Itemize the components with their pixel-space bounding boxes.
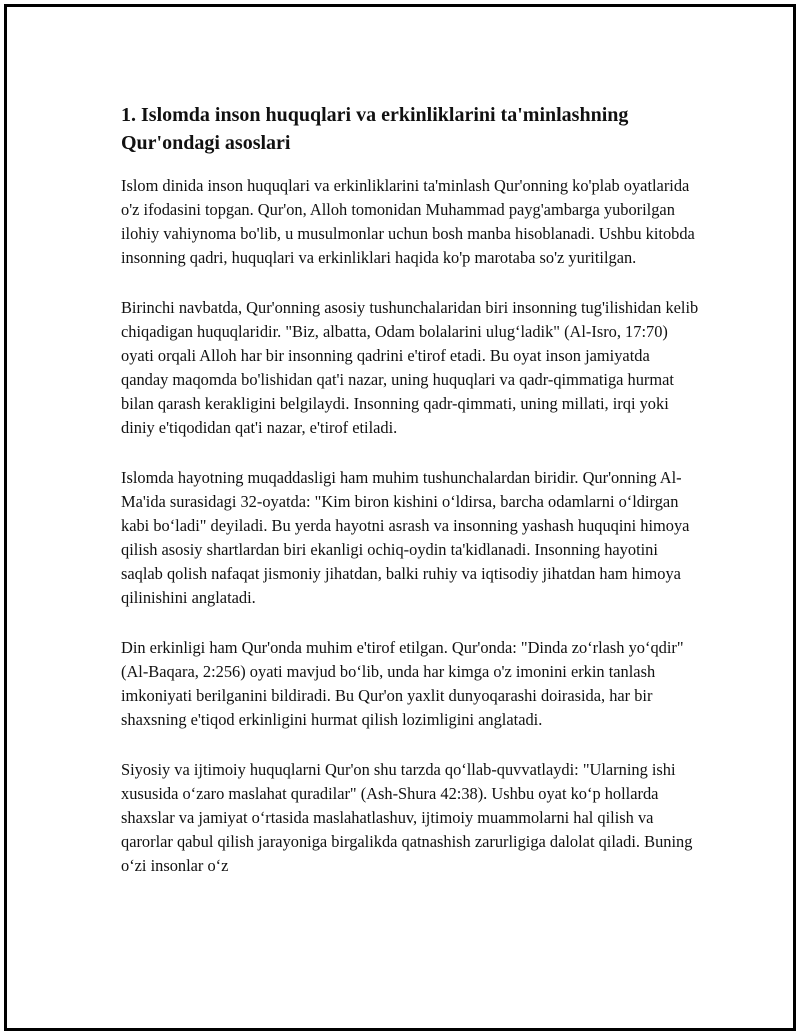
document-body bbox=[121, 101, 701, 904]
paragraph-human-dignity: Birinchi navbatda, Qur'onning asosiy tushunchalaridan biri insonning tug'ilishidan kelib chiqadigan huquqlaridir. "Biz, albatta, Odam bolalarini ulug‘ladik" (Al-Isro, 17:70) oyati orqali Alloh har bir insonning qadrini e'tirof etadi. Bu oyat inson jamiyatda qanday maqomda bo'lishidan qat'i nazar, uning huquqlari va qadr-qimmatiga hurmat bilan qarash kerakligini belgilaydi. Insonning qadr-qimmati, uning millati, irqi yoki diniy e'tiqodidan qat'i nazar, e'tirof etiladi. bbox=[121, 298, 699, 437]
paragraph-intro: Islom dinida inson huquqlari va erkinliklarini ta'minlash Qur'onning ko'plab oyatlarida o'z ifodasini topgan. Qur'on, Alloh tomonidan Muhammad payg'ambarga yuborilgan ilohiy vahiynoma bo'lib, u musulmonlar uchun bosh manba hisoblanadi. Ushbu kitobda insonning qadri, huquqlari va erkinliklari haqida ko'p marotaba so'z yuritilgan. bbox=[121, 176, 695, 267]
paragraph-religious-freedom: Din erkinligi ham Qur'onda muhim e'tirof etilgan. Qur'onda: "Dinda zo‘rlash yo‘qdir" (Al-Baqara, 2:256) oyati mavjud bo‘lib, unda har kimga o'z imonini erkin tanlash imkoniyati berilganini bildiradi. Bu Qur'on yaxlit dunyoqarashi doirasida, har bir shaxsning e'tiqod erkinligini hurmat qilish lozimligini anglatadi. bbox=[121, 638, 684, 729]
section-heading: 1. Islomda inson huquqlari va erkinliklarini ta'minlashning Qur'ondagi asoslari bbox=[121, 104, 629, 154]
paragraph-sanctity-of-life: Islomda hayotning muqaddasligi ham muhim tushunchalardan biridir. Qur'onning Al-Ma'ida surasidagi 32-oyatda: "Kim biron kishini o‘ldirsa, barcha odamlarni o‘ldirgan kabi bo‘ladi" deyiladi. Bu yerda hayotni asrash va insonning yashash huquqini himoya qilish asosiy shartlardan biri ekanligi ochiq-oydin ta'kidlanadi. Insonning hayotini saqlab qolish nafaqat jismoniy jihatdan, balki ruhiy va iqtisodiy jihatdan ham himoya qilinishini anglatadi. bbox=[121, 468, 690, 607]
paragraph-political-rights: Siyosiy va ijtimoiy huquqlarni Qur'on shu tarzda qo‘llab-quvvatlaydi: "Ularning ishi xususida o‘zaro maslahat quradilar" (Ash-Shura 42:38). Ushbu oyat ko‘p hollarda shaxslar va jamiyat o‘rtasida maslahatlashuv, ijtimoiy muammolarni hal qilish va qarorlar qabul qilish jarayoniga birgalikda qatnashish zarurligiga dalolat qiladi. Buning o‘zi insonlar o‘z bbox=[121, 760, 693, 875]
page-frame bbox=[4, 4, 796, 1031]
